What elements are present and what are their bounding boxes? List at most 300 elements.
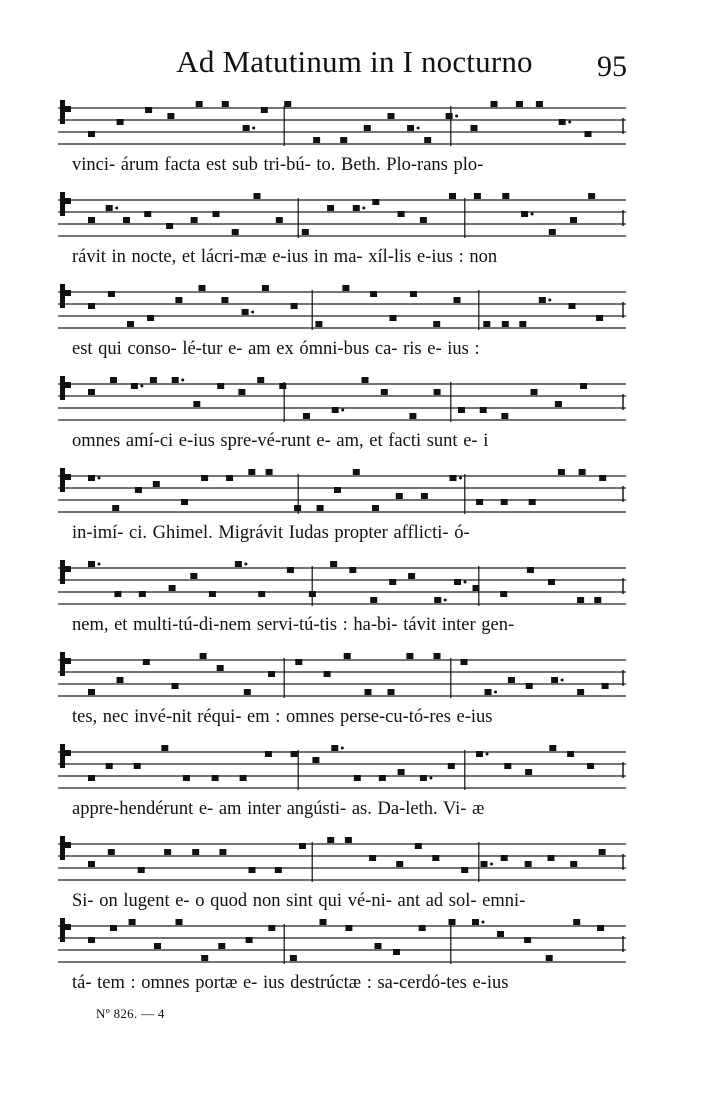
clef-notch [65, 382, 71, 388]
neume-note [176, 919, 183, 925]
music-staff [58, 558, 626, 618]
mora-dot [251, 311, 254, 314]
neume-note [123, 217, 130, 223]
neume-note [585, 131, 592, 137]
neume-note [531, 389, 538, 395]
do-clef-icon [60, 560, 65, 584]
neume-note [570, 861, 577, 867]
neume-note [424, 137, 431, 143]
neume-note [299, 843, 306, 849]
neume-note [364, 125, 371, 131]
do-clef-icon [60, 836, 65, 860]
neume-note [342, 285, 349, 291]
neume-note [232, 229, 239, 235]
clef-notch [65, 198, 71, 204]
neume-note [370, 597, 377, 603]
do-clef-icon [60, 744, 65, 768]
neume-note [406, 653, 413, 659]
neume-note [134, 763, 141, 769]
staff-system [58, 282, 626, 372]
staff-system [58, 466, 626, 556]
neume-note [587, 763, 594, 769]
neume-note [526, 683, 533, 689]
do-clef-icon [60, 192, 65, 216]
neume-note [114, 591, 121, 597]
staff-system [58, 834, 626, 924]
neume-note [313, 137, 320, 143]
neume-note [551, 677, 558, 683]
neume-note [268, 671, 275, 677]
neume-note [200, 653, 207, 659]
neume-note [154, 943, 161, 949]
music-staff [58, 98, 626, 158]
neume-note [450, 475, 457, 481]
neume-note [246, 937, 253, 943]
neume-note [501, 413, 508, 419]
music-staff [58, 742, 626, 802]
neume-note [407, 125, 414, 131]
neume-note [117, 677, 124, 683]
neume-note [108, 849, 115, 855]
mora-dot [362, 207, 365, 210]
neume-note [291, 751, 298, 757]
neume-note [527, 567, 534, 573]
neume-note [110, 377, 117, 383]
neume-note [389, 579, 396, 585]
neume-note [588, 193, 595, 199]
neume-note [485, 689, 492, 695]
neume-note [199, 285, 206, 291]
neume-note [434, 653, 441, 659]
neume-note [201, 955, 208, 961]
neume-note [434, 389, 441, 395]
neume-note [502, 193, 509, 199]
neume-note [472, 919, 479, 925]
neume-note [415, 843, 422, 849]
lyric-line: appre-hendérunt e- am inter angústi- as. Da-leth. Vi- æ [72, 799, 485, 819]
neume-note [567, 751, 574, 757]
neume-note [372, 505, 379, 511]
neume-note [398, 211, 405, 217]
neume-note [508, 677, 515, 683]
do-clef-icon [60, 284, 65, 308]
neume-note [129, 919, 136, 925]
neume-note [201, 475, 208, 481]
neume-note [196, 101, 203, 107]
lyric-line: Si- on lugent e- o quod non sint qui vé-ni- ant ad sol- emni- [72, 891, 526, 911]
neume-note [559, 119, 566, 125]
neume-note [331, 745, 338, 751]
neume-note [240, 775, 247, 781]
neume-note [525, 769, 532, 775]
lyric-line: nem, et multi-tú-di-nem servi-tú-tis : ha-bi- távit inter gen- [72, 615, 515, 635]
neume-note [88, 131, 95, 137]
lyric-line: rávit in nocte, et lácri-mæ e-ius in ma- xíl-lis e-ius : non [72, 247, 498, 267]
clef-notch [65, 658, 71, 664]
music-staff [58, 282, 626, 342]
staff-system [58, 558, 626, 648]
neume-note [279, 383, 286, 389]
neume-note [112, 505, 119, 511]
neume-note [409, 413, 416, 419]
neume-note [192, 849, 199, 855]
neume-note [88, 303, 95, 309]
neume-note [345, 925, 352, 931]
neume-note [243, 125, 250, 131]
neume-note [295, 659, 302, 665]
neume-note [164, 849, 171, 855]
mora-dot [494, 691, 497, 694]
mora-dot [252, 127, 255, 130]
neume-note [491, 101, 498, 107]
neume-note [390, 315, 397, 321]
neume-note [302, 229, 309, 235]
neume-note [549, 745, 556, 751]
neume-note [558, 469, 565, 475]
neume-note [501, 855, 508, 861]
neume-note [244, 689, 251, 695]
music-staff [58, 374, 626, 434]
neume-note [548, 855, 555, 861]
neume-note [150, 377, 157, 383]
neume-note [287, 567, 294, 573]
staff-system [58, 98, 626, 188]
neume-note [516, 101, 523, 107]
neume-note [181, 499, 188, 505]
neume-note [471, 125, 478, 131]
neume-note [454, 579, 461, 585]
neume-note [242, 309, 249, 315]
neume-note [388, 113, 395, 119]
clef-notch [65, 290, 71, 296]
neume-note [525, 861, 532, 867]
neume-note [398, 769, 405, 775]
mora-dot [98, 477, 101, 480]
mora-dot [455, 115, 458, 118]
neume-note [265, 751, 272, 757]
neume-note [138, 867, 145, 873]
mora-dot [115, 207, 118, 210]
neume-note [327, 205, 334, 211]
lyric-line: tá- tem : omnes portæ e- ius destrúctæ : sa-cerdó-tes e-ius [72, 973, 509, 993]
neume-note [190, 573, 197, 579]
neume-note [262, 285, 269, 291]
neume-note [524, 937, 531, 943]
neume-note [594, 597, 601, 603]
clef-notch [65, 750, 71, 756]
neume-note [370, 291, 377, 297]
neume-note [108, 291, 115, 297]
neume-note [353, 469, 360, 475]
mora-dot [490, 863, 493, 866]
neume-note [420, 217, 427, 223]
staff-system [58, 742, 626, 832]
neume-note [131, 383, 138, 389]
neume-note [139, 591, 146, 597]
neume-note [396, 861, 403, 867]
neume-note [410, 291, 417, 297]
neume-note [433, 321, 440, 327]
music-staff [58, 834, 626, 894]
mora-dot [486, 753, 489, 756]
staff-system [58, 374, 626, 464]
music-staff [58, 466, 626, 526]
neume-note [396, 493, 403, 499]
neume-note [153, 481, 160, 487]
neume-note [474, 193, 481, 199]
neume-note [555, 401, 562, 407]
do-clef-icon [60, 100, 65, 124]
page-number: 95 [597, 50, 627, 83]
neume-note [449, 193, 456, 199]
neume-note [290, 955, 297, 961]
mora-dot [459, 477, 462, 480]
neume-note [480, 407, 487, 413]
neume-note [573, 919, 580, 925]
neume-note [340, 137, 347, 143]
neume-note [88, 937, 95, 943]
mora-dot [181, 379, 184, 382]
neume-note [344, 653, 351, 659]
neume-note [536, 101, 543, 107]
mora-dot [568, 121, 571, 124]
neume-note [569, 303, 576, 309]
neume-note [221, 297, 228, 303]
neume-note [597, 925, 604, 931]
neume-note [275, 867, 282, 873]
neume-note [258, 591, 265, 597]
mora-dot [531, 213, 534, 216]
do-clef-icon [60, 652, 65, 676]
neume-note [580, 383, 587, 389]
neume-note [183, 775, 190, 781]
neume-note [88, 475, 95, 481]
clef-notch [65, 106, 71, 112]
neume-note [145, 107, 152, 113]
neume-note [599, 849, 606, 855]
neume-note [388, 689, 395, 695]
neume-note [219, 849, 226, 855]
mora-dot [548, 299, 551, 302]
neume-note [166, 223, 173, 229]
neume-note [135, 487, 142, 493]
neume-note [172, 683, 179, 689]
neume-note [529, 499, 536, 505]
neume-note [521, 211, 528, 217]
neume-note [519, 321, 526, 327]
neume-note [369, 855, 376, 861]
staff-system [58, 916, 626, 1006]
neume-note [88, 861, 95, 867]
neume-note [213, 211, 220, 217]
neume-note [483, 321, 490, 327]
neume-note [446, 113, 453, 119]
neume-note [217, 665, 224, 671]
neume-note [320, 919, 327, 925]
neume-note [481, 861, 488, 867]
neume-note [420, 775, 427, 781]
neume-note [217, 383, 224, 389]
neume-note [88, 217, 95, 223]
neume-note [268, 925, 275, 931]
mora-dot [417, 127, 420, 130]
neume-note [175, 297, 182, 303]
music-staff [58, 650, 626, 710]
page-title: Ad Matutinum in I nocturno [176, 44, 533, 79]
neume-note [212, 775, 219, 781]
neume-note [324, 671, 331, 677]
music-staff [58, 916, 626, 976]
neume-note [372, 199, 379, 205]
neume-note [579, 469, 586, 475]
neume-note [349, 567, 356, 573]
neume-note [226, 475, 233, 481]
do-clef-icon [60, 918, 65, 942]
neume-note [577, 689, 584, 695]
neume-note [501, 499, 508, 505]
neume-note [303, 413, 310, 419]
neume-note [454, 297, 461, 303]
neume-note [448, 763, 455, 769]
neume-note [191, 217, 198, 223]
neume-note [476, 751, 483, 757]
do-clef-icon [60, 468, 65, 492]
neume-note [375, 943, 382, 949]
clef-notch [65, 474, 71, 480]
neume-note [570, 217, 577, 223]
neume-note [353, 205, 360, 211]
lyric-line: omnes amí-ci e-ius spre-vé-runt e- am, et facti sunt e- i [72, 431, 489, 451]
neume-note [117, 119, 124, 125]
mora-dot [429, 777, 432, 780]
neume-note [209, 591, 216, 597]
mora-dot [98, 563, 101, 566]
neume-note [334, 487, 341, 493]
neume-note [88, 389, 95, 395]
neume-note [284, 101, 291, 107]
neume-note [317, 505, 324, 511]
mora-dot [444, 599, 447, 602]
mora-dot [341, 747, 344, 750]
neume-note [461, 867, 468, 873]
neume-note [127, 321, 134, 327]
neume-note [434, 597, 441, 603]
neume-note [161, 745, 168, 751]
neume-note [577, 597, 584, 603]
neume-note [362, 377, 369, 383]
neume-note [393, 949, 400, 955]
neume-note [235, 561, 242, 567]
mora-dot [140, 385, 143, 388]
mora-dot [341, 409, 344, 412]
neume-note [596, 315, 603, 321]
neume-note [167, 113, 174, 119]
neume-note [330, 561, 337, 567]
neume-note [266, 469, 273, 475]
neume-note [106, 205, 113, 211]
neume-note [106, 763, 113, 769]
neume-note [88, 689, 95, 695]
do-clef-icon [60, 376, 65, 400]
neume-note [332, 407, 339, 413]
neume-note [345, 837, 352, 843]
neume-note [497, 931, 504, 937]
neume-note [327, 837, 334, 843]
neume-note [602, 683, 609, 689]
mora-dot [561, 679, 564, 682]
neume-note [249, 867, 256, 873]
neume-note [218, 943, 225, 949]
neume-note [193, 401, 200, 407]
neume-note [248, 469, 255, 475]
neume-note [172, 377, 179, 383]
neume-note [144, 211, 151, 217]
neume-note [222, 101, 229, 107]
lyric-line: vinci- árum facta est sub tri-bú- to. Beth. Plo-rans plo- [72, 155, 484, 175]
neume-note [421, 493, 428, 499]
neume-note [549, 229, 556, 235]
mora-dot [464, 581, 467, 584]
neume-note [500, 591, 507, 597]
neume-note [169, 585, 176, 591]
lyric-line: est qui conso- lé-tur e- am ex ómni-bus ca- ris e- ius : [72, 339, 480, 359]
neume-note [88, 775, 95, 781]
neume-note [257, 377, 264, 383]
neume-note [419, 925, 426, 931]
staff-system [58, 190, 626, 280]
neume-note [315, 321, 322, 327]
catalog-footer: Nº 826. — 4 [96, 1006, 165, 1021]
staff-system [58, 650, 626, 740]
neume-note [254, 193, 261, 199]
neume-note [88, 561, 95, 567]
clef-notch [65, 566, 71, 572]
neume-note [548, 579, 555, 585]
lyric-line: tes, nec invé-nit réqui- em : omnes perse-cu-tó-res e-ius [72, 707, 493, 727]
mora-dot [244, 563, 247, 566]
neume-note [291, 303, 298, 309]
neume-note [432, 855, 439, 861]
neume-note [110, 925, 117, 931]
neume-note [461, 659, 468, 665]
neume-note [354, 775, 361, 781]
neume-note [546, 955, 553, 961]
clef-notch [65, 924, 71, 930]
neume-note [379, 775, 386, 781]
neume-note [365, 689, 372, 695]
neume-note [408, 573, 415, 579]
neume-note [476, 499, 483, 505]
page-header [0, 44, 709, 94]
neume-note [381, 389, 388, 395]
neume-note [147, 315, 154, 321]
neume-note [458, 407, 465, 413]
lyric-line: in-imí- ci. Ghimel. Migrávit Iudas propter afflicti- ó- [72, 523, 470, 543]
neume-note [504, 763, 511, 769]
music-staff [58, 190, 626, 250]
neume-note [261, 107, 268, 113]
neume-note [502, 321, 509, 327]
neume-note [238, 389, 245, 395]
neume-note [599, 475, 606, 481]
neume-note [539, 297, 546, 303]
neume-note [276, 217, 283, 223]
neume-note [312, 757, 319, 763]
clef-notch [65, 842, 71, 848]
mora-dot [482, 921, 485, 924]
neume-note [143, 659, 150, 665]
neume-note [449, 919, 456, 925]
